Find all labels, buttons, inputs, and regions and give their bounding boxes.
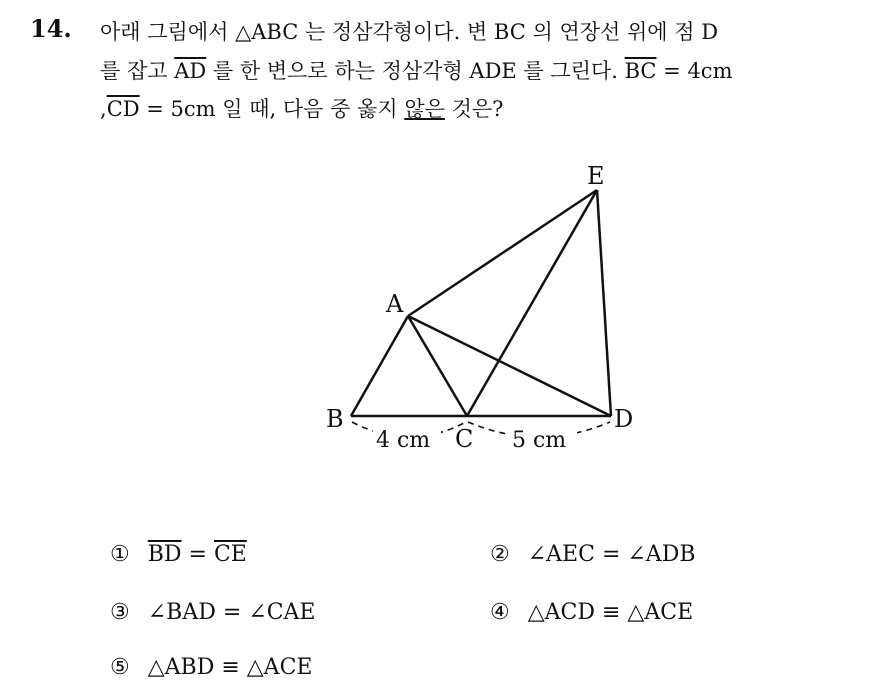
question-text: 것은? [444,97,504,121]
choice-1[interactable] [110,542,247,567]
emphasis-not: 않은 [404,97,445,121]
edge-ce [467,190,597,416]
label-b: B [326,405,344,433]
segment-bc: $\overline{BC}$ [624,59,657,83]
segment-ce: $\overline{CE}$ [213,542,247,567]
length-bc: 4 cm [376,428,431,453]
choice-text: △ABD ≡ △ACE [147,655,313,680]
choice-text: ∠BAD = ∠CAE [147,600,316,625]
edge-ed [597,190,611,416]
label-c: C [455,425,474,453]
edge-ab [351,316,408,416]
label-a: A [386,290,404,318]
choice-text: ∠AEC = ∠ADB [527,542,696,567]
segment-cd: $\overline{CD}$ [106,97,140,121]
choice-4[interactable] [490,600,693,625]
choice-text: △ACD ≡ △ACE [527,600,694,625]
question-line-1: 아래 그림에서 △ABC 는 정삼각형이다. 변 BC 의 연장선 위에 점 D [100,20,719,44]
choice-marker: ① [110,542,130,567]
choice-marker: ② [490,542,510,567]
question-text: = 4cm [656,59,733,83]
label-e: E [587,162,605,190]
length-cd: 5 cm [512,428,567,453]
choice-marker: ③ [110,600,130,625]
choice-3[interactable] [110,600,316,625]
choice-text: = [181,542,214,567]
question-number: 14. [30,14,72,43]
choice-marker: ④ [490,600,510,625]
label-d: D [614,405,634,433]
choice-5[interactable] [110,655,312,680]
question-text: 를 잡고 [100,59,175,83]
choice-2[interactable] [490,542,696,567]
question-text: = 5cm 일 때, 다음 중 옳지 [139,97,405,121]
segment-ad: $\overline{AD}$ [174,59,207,83]
choice-marker: ⑤ [110,655,130,680]
edge-ae [408,190,597,316]
question-text: , [100,97,107,121]
segment-bd: $\overline{BD}$ [147,542,182,567]
question-text: 를 한 변으로 하는 정삼각형 ADE 를 그린다. [206,59,625,83]
